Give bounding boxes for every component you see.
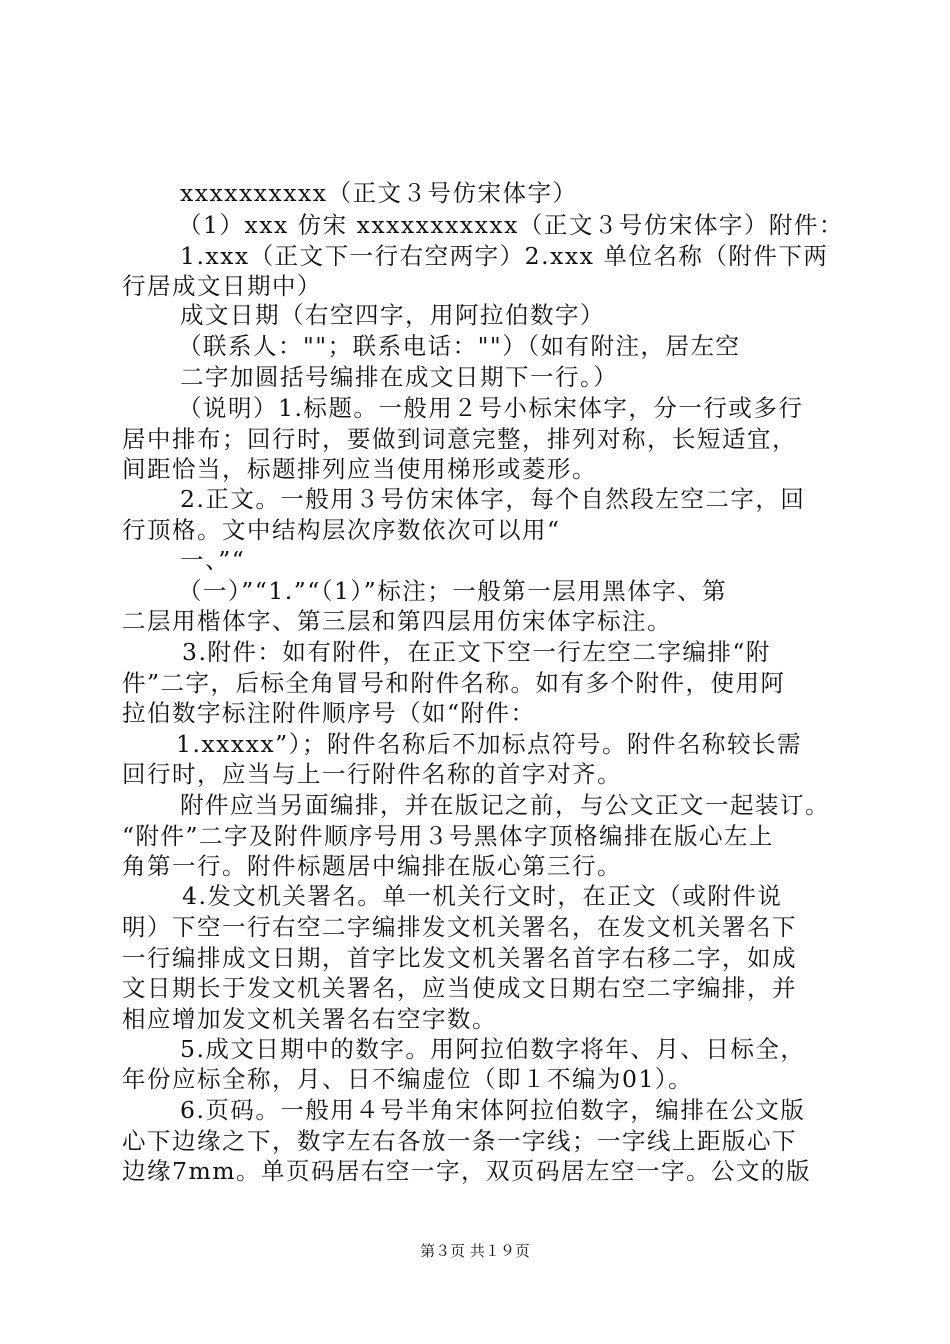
body-line: 成文日期（右空四字，用阿拉伯数字） — [180, 301, 605, 329]
body-line: 相应增加发文机关署名右空字数。 — [122, 1005, 497, 1033]
body-line: 居中排布；回行时，要做到词意完整，排列对称，长短适宜， — [122, 425, 797, 453]
body-line: 明）下空一行右空二字编排发文机关署名，在发文机关署名下 — [122, 913, 797, 941]
body-line: 间距恰当，标题排列应当使用梯形或菱形。 — [122, 455, 597, 483]
body-line: “附件”二字及附件顺序号用３号黑体字顶格编排在版心左上 — [122, 822, 775, 850]
body-line: 一、”“ — [180, 546, 246, 574]
body-line: 文日期长于发文机关署名，应当使成文日期右空二字编排，并 — [122, 974, 797, 1002]
body-line: 二层用楷体字、第三层和第四层用仿宋体字标注。 — [122, 607, 672, 635]
body-line: （说明）1.标题。一般用２号小标宋体字，分一行或多行 — [178, 394, 804, 422]
body-line: （一）”“1.”“（1）”标注；一般第一层用黑体字、第 — [178, 577, 728, 605]
page-number-footer: 第３页 共１９页 — [420, 1242, 530, 1260]
body-line: 边缘7mm。单页码居右空一字，双页码居左空一字。公文的版 — [122, 1157, 812, 1185]
body-line: 一行编排成文日期，首字比发文机关署名首字右移二字，如成 — [122, 944, 797, 972]
body-line: 6.页码。一般用４号半角宋体阿拉伯数字，编排在公文版 — [180, 1096, 806, 1124]
body-line: 二字加圆括号编排在成文日期下一行。） — [180, 363, 619, 391]
body-line: 行顶格。文中结构层次序数依次可以用“ — [122, 516, 561, 544]
body-line: 件”二字，后标全角冒号和附件名称。如有多个附件，使用阿 — [122, 669, 786, 697]
body-line: 3.附件：如有附件，在正文下空一行左空二字编排“附 — [182, 638, 771, 666]
body-line: 行居成文日期中） — [122, 272, 322, 300]
body-line: 年份应标全称，月、日不编虚位（即１不编为01）。 — [122, 1065, 694, 1093]
body-line: 回行时，应当与上一行附件名称的首字对齐。 — [122, 760, 622, 788]
body-line: 4.发文机关署名。单一机关行文时，在正文（或附件说 — [182, 882, 783, 910]
body-line: 1.xxx（正文下一行右空两字）2.xxx 单位名称（附件下两 — [180, 242, 829, 270]
body-line: 2.正文。一般用３号仿宋体字，每个自然段左空二字，回 — [180, 485, 806, 513]
body-line: 附件应当另面编排，并在版记之前，与公文正文一起装订。 — [180, 791, 830, 819]
body-line: 心下边缘之下，数字左右各放一条一字线；一字线上距版心下 — [122, 1127, 797, 1155]
body-line: 5.成文日期中的数字。用阿拉伯数字将年、月、日标全， — [180, 1035, 806, 1063]
body-line: （联系人：""；联系电话：""）（如有附注，居左空 — [178, 332, 741, 360]
body-line: 拉伯数字标注附件顺序号（如“附件： — [122, 699, 536, 727]
body-line: （1）xxx 仿宋 xxxxxxxxxxx（正文３号仿宋体字）附件： — [178, 211, 844, 239]
body-line: 角第一行。附件标题居中编排在版心第三行。 — [122, 852, 622, 880]
body-line: 1.xxxxx”）；附件名称后不加标点符号。附件名称较长需 — [176, 730, 802, 758]
body-line: xxxxxxxxxx（正文３号仿宋体字） — [180, 179, 578, 207]
